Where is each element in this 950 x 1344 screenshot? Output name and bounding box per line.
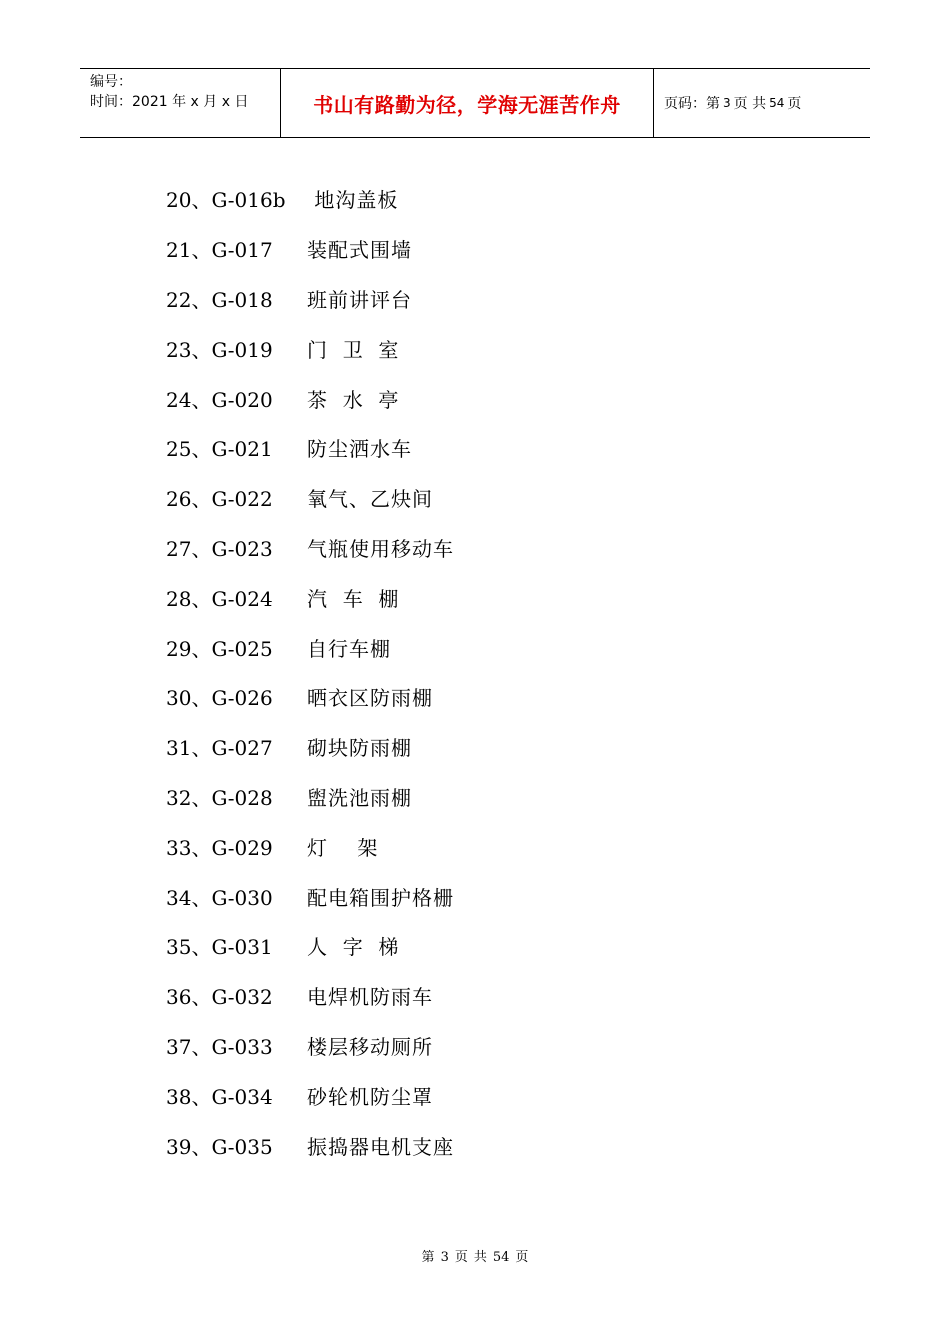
item-name: 气瓶使用移动车 bbox=[307, 536, 454, 561]
item-code: 26、G-022 bbox=[166, 487, 273, 512]
item-code: 25、G-021 bbox=[166, 437, 273, 462]
list-item bbox=[166, 722, 454, 772]
item-name: 自行车棚 bbox=[307, 636, 391, 661]
page-header bbox=[80, 68, 870, 138]
item-code: 37、G-033 bbox=[166, 1034, 273, 1059]
item-name: 盥洗池雨棚 bbox=[307, 785, 412, 810]
list-item bbox=[166, 871, 454, 921]
item-code: 35、G-031 bbox=[166, 935, 273, 960]
item-code: 36、G-032 bbox=[166, 985, 273, 1010]
item-code: 39、G-035 bbox=[166, 1134, 273, 1159]
item-name: 汽 车 棚 bbox=[307, 586, 400, 611]
footer-suffix: 页 bbox=[515, 1250, 529, 1265]
item-code: 22、G-018 bbox=[166, 287, 273, 312]
list-item bbox=[166, 174, 454, 224]
list-item bbox=[166, 971, 454, 1021]
list-item bbox=[166, 921, 454, 971]
item-name: 地沟盖板 bbox=[307, 188, 399, 213]
item-code: 30、G-026 bbox=[166, 686, 273, 711]
item-code: 24、G-020 bbox=[166, 387, 273, 412]
list-item bbox=[166, 473, 454, 523]
item-code: 32、G-028 bbox=[166, 785, 273, 810]
page-total: 54 bbox=[769, 96, 785, 110]
footer-current: 3 bbox=[440, 1250, 449, 1265]
page-mid: 页 共 bbox=[733, 96, 767, 112]
list-item bbox=[166, 622, 454, 672]
item-name: 茶 水 亭 bbox=[307, 387, 400, 412]
header-page-info bbox=[654, 69, 870, 137]
item-name: 防尘洒水车 bbox=[307, 437, 412, 462]
item-code: 28、G-024 bbox=[166, 586, 273, 611]
list-item bbox=[166, 821, 454, 871]
item-code: 38、G-034 bbox=[166, 1084, 273, 1109]
item-name: 砂轮机防尘罩 bbox=[307, 1084, 433, 1109]
item-name: 配电箱围护格栅 bbox=[307, 885, 454, 910]
header-motto: 书山有路勤为径，学海无涯苦作舟 bbox=[281, 69, 654, 137]
item-code: 29、G-025 bbox=[166, 636, 273, 661]
item-name: 灯 架 bbox=[307, 835, 379, 860]
item-name: 振捣器电机支座 bbox=[307, 1134, 454, 1159]
footer-total: 54 bbox=[492, 1250, 510, 1265]
item-name: 砌块防雨棚 bbox=[307, 736, 412, 761]
item-name: 氧气、乙炔间 bbox=[307, 487, 433, 512]
item-name: 电焊机防雨车 bbox=[307, 985, 433, 1010]
footer-prefix: 第 bbox=[421, 1250, 435, 1265]
number-label: 编号： bbox=[90, 74, 132, 90]
item-name: 门 卫 室 bbox=[307, 337, 400, 362]
list-item bbox=[166, 274, 454, 324]
page-suffix: 页 bbox=[787, 96, 802, 112]
item-name: 楼层移动厕所 bbox=[307, 1034, 433, 1059]
item-code: 33、G-029 bbox=[166, 835, 273, 860]
item-code: 23、G-019 bbox=[166, 337, 273, 362]
item-code: 27、G-023 bbox=[166, 536, 273, 561]
item-code: 31、G-027 bbox=[166, 736, 273, 761]
list-item bbox=[166, 323, 454, 373]
list-item bbox=[166, 373, 454, 423]
item-code: 20、G-016b bbox=[166, 188, 286, 213]
item-name: 班前讲评台 bbox=[307, 287, 412, 312]
list-item bbox=[166, 772, 454, 822]
item-name: 晒衣区防雨棚 bbox=[307, 686, 433, 711]
item-name: 装配式围墙 bbox=[307, 238, 412, 263]
list-item bbox=[166, 1120, 454, 1170]
footer-mid2: 共 bbox=[473, 1250, 487, 1265]
list-item bbox=[166, 523, 454, 573]
header-meta bbox=[80, 69, 281, 137]
footer-mid1: 页 bbox=[454, 1250, 468, 1265]
list-item bbox=[166, 224, 454, 274]
page-footer bbox=[0, 1246, 950, 1265]
time-label: 时间：2021 年 x 月 x 日 bbox=[90, 94, 249, 110]
item-list bbox=[166, 174, 454, 1170]
item-code: 34、G-030 bbox=[166, 885, 273, 910]
list-item bbox=[166, 1021, 454, 1071]
list-item bbox=[166, 572, 454, 622]
item-code: 21、G-017 bbox=[166, 238, 273, 263]
page-current: 3 bbox=[723, 96, 731, 110]
page-label-prefix: 页码：第 bbox=[664, 96, 720, 112]
list-item bbox=[166, 1070, 454, 1120]
list-item bbox=[166, 672, 454, 722]
list-item bbox=[166, 423, 454, 473]
item-name: 人 字 梯 bbox=[307, 935, 400, 960]
